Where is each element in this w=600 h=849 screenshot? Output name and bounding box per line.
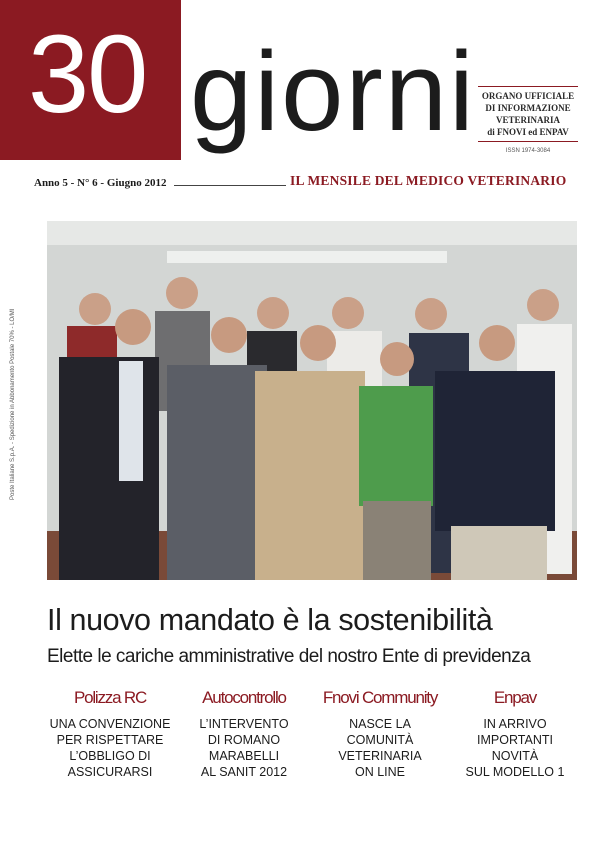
feature-column <box>40 688 180 780</box>
group-photo-illustration <box>47 221 577 580</box>
organ-line: VETERINARIA <box>495 115 560 125</box>
cover-subheadline: Elette le cariche amministrative del nostro Ente di previdenza <box>47 646 531 667</box>
feature-column <box>445 688 585 780</box>
divider-rule <box>174 185 286 186</box>
issn: ISSN 1974-3084 <box>505 148 551 154</box>
organ-box <box>478 86 578 142</box>
tagline: IL MENSILE DEL MEDICO VETERINARIO <box>290 173 567 188</box>
feature-text: L’INTERVENTO DI ROMANO MARABELLI AL SANIT 2012 <box>199 717 289 779</box>
postal-note <box>2 300 28 500</box>
feature-column <box>174 688 314 780</box>
feature-text: UNA CONVENZIONE PER RISPETTARE L’OBBLIGO DI ASSICURARSI <box>49 717 171 779</box>
feature-title: Enpav <box>493 688 537 707</box>
organ-line: DI INFORMAZIONE <box>485 103 571 113</box>
postal-note-text: Poste Italiane S.p.A. - Spedizione in Abbonamento Postale 70% - LO/MI <box>10 308 16 500</box>
issue-line: Anno 5 - N° 6 - Giugno 2012 <box>34 177 167 189</box>
cover-headline: Il nuovo mandato è la sostenibilità <box>47 603 493 637</box>
cover-photo <box>47 221 577 580</box>
feature-title: Autocontrollo <box>202 688 286 707</box>
organ-line: di FNOVI ed ENPAV <box>487 127 569 137</box>
organ-line: ORGANO UFFICIALE <box>481 91 575 101</box>
feature-title: Fnovi Community <box>322 688 438 707</box>
feature-title: Polizza RC <box>73 688 147 707</box>
masthead-title: giorni <box>190 29 476 154</box>
feature-column <box>310 688 450 780</box>
feature-text: IN ARRIVO IMPORTANTI NOVITÀ SUL MODELLO 1 <box>465 717 565 779</box>
feature-text: NASCE LA COMUNITÀ VETERINARIA ON LINE <box>338 717 422 779</box>
masthead-number: 30 <box>28 13 147 136</box>
